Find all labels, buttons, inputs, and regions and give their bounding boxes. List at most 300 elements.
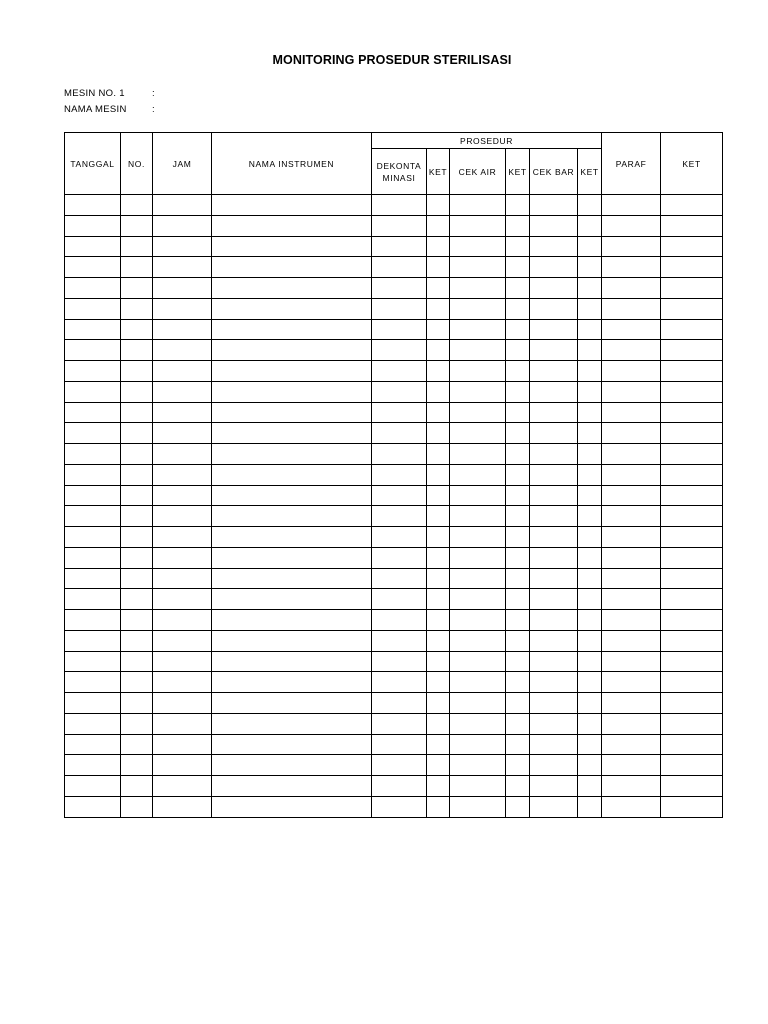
- cell-no: [121, 672, 153, 693]
- cell-ket-cek-bar: [578, 630, 602, 651]
- cell-dekontaminasi: [372, 319, 427, 340]
- machine-name-field: [64, 104, 155, 115]
- cell-tanggal: [65, 195, 121, 216]
- cell-cek-air: [450, 568, 506, 589]
- cell-ket-cek-bar: [578, 423, 602, 444]
- cell-jam: [153, 693, 212, 714]
- cell-dekontaminasi: [372, 236, 427, 257]
- cell-paraf: [602, 713, 661, 734]
- cell-cek-bar: [530, 734, 578, 755]
- header-tanggal: TANGGAL: [65, 133, 121, 195]
- cell-cek-air: [450, 630, 506, 651]
- cell-ket-dekontaminasi: [427, 423, 450, 444]
- cell-cek-bar: [530, 402, 578, 423]
- cell-ket-cek-bar: [578, 527, 602, 548]
- cell-tanggal: [65, 527, 121, 548]
- cell-dekontaminasi: [372, 195, 427, 216]
- cell-paraf: [602, 464, 661, 485]
- cell-cek-air: [450, 402, 506, 423]
- cell-cek-air: [450, 506, 506, 527]
- cell-nama-instrumen: [212, 651, 372, 672]
- header-ket: KET: [661, 133, 723, 195]
- cell-dekontaminasi: [372, 215, 427, 236]
- cell-nama-instrumen: [212, 734, 372, 755]
- cell-dekontaminasi: [372, 547, 427, 568]
- cell-cek-bar: [530, 527, 578, 548]
- header-paraf: PARAF: [602, 133, 661, 195]
- cell-dekontaminasi: [372, 381, 427, 402]
- cell-cek-air: [450, 381, 506, 402]
- cell-ket-cek-bar: [578, 693, 602, 714]
- cell-ket: [661, 713, 723, 734]
- cell-nama-instrumen: [212, 361, 372, 382]
- cell-ket-cek-air: [506, 298, 530, 319]
- cell-jam: [153, 298, 212, 319]
- cell-no: [121, 610, 153, 631]
- cell-cek-air: [450, 776, 506, 797]
- cell-dekontaminasi: [372, 298, 427, 319]
- cell-tanggal: [65, 402, 121, 423]
- cell-cek-air: [450, 236, 506, 257]
- cell-tanggal: [65, 361, 121, 382]
- table-row: [65, 547, 723, 568]
- cell-tanggal: [65, 215, 121, 236]
- cell-no: [121, 298, 153, 319]
- cell-tanggal: [65, 672, 121, 693]
- cell-cek-bar: [530, 610, 578, 631]
- table-row: [65, 589, 723, 610]
- cell-ket: [661, 796, 723, 817]
- cell-ket: [661, 423, 723, 444]
- cell-nama-instrumen: [212, 381, 372, 402]
- machine-number-label: MESIN NO. 1: [64, 88, 125, 99]
- cell-nama-instrumen: [212, 319, 372, 340]
- cell-ket-dekontaminasi: [427, 506, 450, 527]
- table-row: [65, 278, 723, 299]
- cell-ket-dekontaminasi: [427, 195, 450, 216]
- header-jam: JAM: [153, 133, 212, 195]
- cell-nama-instrumen: [212, 402, 372, 423]
- cell-jam: [153, 361, 212, 382]
- cell-dekontaminasi: [372, 693, 427, 714]
- cell-ket-cek-air: [506, 278, 530, 299]
- header-ket-cek-air: KET: [506, 149, 530, 195]
- cell-cek-air: [450, 361, 506, 382]
- cell-no: [121, 464, 153, 485]
- cell-cek-bar: [530, 236, 578, 257]
- cell-ket-cek-air: [506, 423, 530, 444]
- table-row: [65, 796, 723, 817]
- cell-tanggal: [65, 236, 121, 257]
- cell-ket-dekontaminasi: [427, 651, 450, 672]
- cell-jam: [153, 236, 212, 257]
- cell-ket-cek-air: [506, 776, 530, 797]
- cell-no: [121, 215, 153, 236]
- cell-nama-instrumen: [212, 340, 372, 361]
- cell-jam: [153, 547, 212, 568]
- cell-ket: [661, 236, 723, 257]
- cell-cek-air: [450, 464, 506, 485]
- table-header: [65, 133, 723, 195]
- cell-dekontaminasi: [372, 713, 427, 734]
- cell-dekontaminasi: [372, 464, 427, 485]
- header-no: NO.: [121, 133, 153, 195]
- cell-cek-air: [450, 423, 506, 444]
- cell-nama-instrumen: [212, 464, 372, 485]
- cell-ket: [661, 630, 723, 651]
- cell-tanggal: [65, 485, 121, 506]
- cell-ket-cek-air: [506, 361, 530, 382]
- table-row: [65, 236, 723, 257]
- table-row: [65, 734, 723, 755]
- cell-ket-cek-bar: [578, 713, 602, 734]
- cell-ket-dekontaminasi: [427, 464, 450, 485]
- cell-ket-cek-air: [506, 195, 530, 216]
- cell-cek-bar: [530, 423, 578, 444]
- cell-dekontaminasi: [372, 257, 427, 278]
- cell-no: [121, 776, 153, 797]
- cell-no: [121, 734, 153, 755]
- cell-ket: [661, 278, 723, 299]
- cell-ket-dekontaminasi: [427, 278, 450, 299]
- page-title: MONITORING PROSEDUR STERILISASI: [272, 53, 512, 67]
- cell-ket-dekontaminasi: [427, 485, 450, 506]
- cell-cek-bar: [530, 568, 578, 589]
- table-body: [65, 195, 723, 818]
- cell-paraf: [602, 298, 661, 319]
- cell-cek-bar: [530, 464, 578, 485]
- cell-paraf: [602, 630, 661, 651]
- cell-dekontaminasi: [372, 734, 427, 755]
- cell-nama-instrumen: [212, 527, 372, 548]
- cell-nama-instrumen: [212, 755, 372, 776]
- header-cek-air: CEK AIR: [450, 149, 506, 195]
- cell-dekontaminasi: [372, 340, 427, 361]
- cell-ket-dekontaminasi: [427, 236, 450, 257]
- cell-paraf: [602, 506, 661, 527]
- cell-cek-bar: [530, 485, 578, 506]
- cell-tanggal: [65, 610, 121, 631]
- cell-cek-air: [450, 796, 506, 817]
- cell-no: [121, 319, 153, 340]
- cell-tanggal: [65, 340, 121, 361]
- cell-ket-dekontaminasi: [427, 568, 450, 589]
- cell-cek-air: [450, 547, 506, 568]
- table-row: [65, 319, 723, 340]
- cell-ket: [661, 361, 723, 382]
- cell-dekontaminasi: [372, 796, 427, 817]
- table-row: [65, 257, 723, 278]
- cell-tanggal: [65, 589, 121, 610]
- cell-ket-cek-air: [506, 527, 530, 548]
- cell-jam: [153, 776, 212, 797]
- cell-ket-cek-bar: [578, 506, 602, 527]
- cell-ket-cek-bar: [578, 610, 602, 631]
- table-row: [65, 195, 723, 216]
- cell-ket: [661, 672, 723, 693]
- cell-ket: [661, 755, 723, 776]
- cell-ket-cek-air: [506, 215, 530, 236]
- cell-ket-cek-air: [506, 444, 530, 465]
- cell-tanggal: [65, 423, 121, 444]
- cell-cek-bar: [530, 547, 578, 568]
- header-dekontaminasi: [372, 149, 427, 195]
- cell-ket-cek-air: [506, 547, 530, 568]
- cell-cek-bar: [530, 340, 578, 361]
- cell-tanggal: [65, 755, 121, 776]
- cell-ket: [661, 693, 723, 714]
- cell-ket-dekontaminasi: [427, 298, 450, 319]
- cell-ket-cek-bar: [578, 278, 602, 299]
- cell-jam: [153, 568, 212, 589]
- cell-ket-cek-bar: [578, 195, 602, 216]
- cell-dekontaminasi: [372, 506, 427, 527]
- cell-cek-bar: [530, 589, 578, 610]
- cell-cek-bar: [530, 672, 578, 693]
- cell-jam: [153, 506, 212, 527]
- cell-cek-bar: [530, 713, 578, 734]
- cell-nama-instrumen: [212, 236, 372, 257]
- cell-ket-cek-bar: [578, 215, 602, 236]
- cell-nama-instrumen: [212, 423, 372, 444]
- cell-tanggal: [65, 298, 121, 319]
- cell-tanggal: [65, 651, 121, 672]
- cell-no: [121, 257, 153, 278]
- table-row: [65, 776, 723, 797]
- cell-ket-cek-bar: [578, 776, 602, 797]
- cell-tanggal: [65, 713, 121, 734]
- cell-tanggal: [65, 630, 121, 651]
- cell-ket: [661, 402, 723, 423]
- cell-paraf: [602, 693, 661, 714]
- cell-paraf: [602, 423, 661, 444]
- cell-cek-bar: [530, 195, 578, 216]
- cell-ket-dekontaminasi: [427, 340, 450, 361]
- cell-ket-cek-air: [506, 402, 530, 423]
- cell-paraf: [602, 568, 661, 589]
- cell-dekontaminasi: [372, 361, 427, 382]
- cell-ket-cek-air: [506, 693, 530, 714]
- cell-ket-cek-air: [506, 568, 530, 589]
- cell-jam: [153, 423, 212, 444]
- cell-ket-cek-bar: [578, 340, 602, 361]
- cell-cek-air: [450, 755, 506, 776]
- cell-ket: [661, 568, 723, 589]
- cell-cek-air: [450, 734, 506, 755]
- cell-paraf: [602, 651, 661, 672]
- cell-jam: [153, 713, 212, 734]
- table-row: [65, 651, 723, 672]
- cell-cek-air: [450, 444, 506, 465]
- cell-cek-bar: [530, 257, 578, 278]
- cell-tanggal: [65, 257, 121, 278]
- table-row: [65, 630, 723, 651]
- cell-dekontaminasi: [372, 568, 427, 589]
- cell-paraf: [602, 485, 661, 506]
- cell-no: [121, 381, 153, 402]
- cell-ket-cek-air: [506, 485, 530, 506]
- cell-nama-instrumen: [212, 485, 372, 506]
- cell-ket: [661, 381, 723, 402]
- cell-paraf: [602, 444, 661, 465]
- cell-ket-cek-air: [506, 630, 530, 651]
- cell-nama-instrumen: [212, 298, 372, 319]
- cell-ket-dekontaminasi: [427, 630, 450, 651]
- cell-nama-instrumen: [212, 195, 372, 216]
- cell-dekontaminasi: [372, 278, 427, 299]
- cell-paraf: [602, 734, 661, 755]
- cell-nama-instrumen: [212, 693, 372, 714]
- table-row: [65, 713, 723, 734]
- cell-jam: [153, 610, 212, 631]
- cell-dekontaminasi: [372, 630, 427, 651]
- machine-number-field: [64, 88, 155, 99]
- cell-jam: [153, 195, 212, 216]
- cell-ket: [661, 340, 723, 361]
- cell-no: [121, 402, 153, 423]
- cell-ket-cek-bar: [578, 755, 602, 776]
- cell-tanggal: [65, 568, 121, 589]
- cell-dekontaminasi: [372, 672, 427, 693]
- table-row: [65, 693, 723, 714]
- machine-name-separator: :: [152, 104, 155, 115]
- cell-cek-bar: [530, 278, 578, 299]
- cell-nama-instrumen: [212, 506, 372, 527]
- cell-ket-cek-air: [506, 319, 530, 340]
- cell-no: [121, 527, 153, 548]
- cell-nama-instrumen: [212, 672, 372, 693]
- cell-tanggal: [65, 776, 121, 797]
- cell-ket-cek-bar: [578, 568, 602, 589]
- cell-ket: [661, 444, 723, 465]
- cell-cek-bar: [530, 755, 578, 776]
- cell-tanggal: [65, 444, 121, 465]
- cell-dekontaminasi: [372, 651, 427, 672]
- cell-jam: [153, 340, 212, 361]
- table-row: [65, 423, 723, 444]
- header-cek-bar: CEK BAR: [530, 149, 578, 195]
- cell-paraf: [602, 755, 661, 776]
- cell-cek-air: [450, 485, 506, 506]
- cell-cek-bar: [530, 776, 578, 797]
- cell-dekontaminasi: [372, 527, 427, 548]
- cell-no: [121, 713, 153, 734]
- cell-ket-cek-air: [506, 755, 530, 776]
- cell-ket-cek-bar: [578, 298, 602, 319]
- cell-paraf: [602, 361, 661, 382]
- cell-cek-air: [450, 651, 506, 672]
- cell-jam: [153, 464, 212, 485]
- cell-cek-air: [450, 257, 506, 278]
- cell-ket: [661, 589, 723, 610]
- cell-ket: [661, 547, 723, 568]
- cell-jam: [153, 444, 212, 465]
- cell-dekontaminasi: [372, 402, 427, 423]
- table-row: [65, 755, 723, 776]
- cell-dekontaminasi: [372, 423, 427, 444]
- cell-nama-instrumen: [212, 215, 372, 236]
- table-row: [65, 402, 723, 423]
- cell-ket-dekontaminasi: [427, 672, 450, 693]
- cell-ket-dekontaminasi: [427, 319, 450, 340]
- cell-ket-dekontaminasi: [427, 402, 450, 423]
- cell-ket-cek-bar: [578, 734, 602, 755]
- cell-dekontaminasi: [372, 755, 427, 776]
- cell-nama-instrumen: [212, 278, 372, 299]
- cell-paraf: [602, 796, 661, 817]
- cell-ket: [661, 298, 723, 319]
- cell-ket-cek-air: [506, 796, 530, 817]
- cell-cek-bar: [530, 361, 578, 382]
- cell-ket-dekontaminasi: [427, 713, 450, 734]
- cell-paraf: [602, 215, 661, 236]
- cell-ket: [661, 610, 723, 631]
- cell-no: [121, 361, 153, 382]
- cell-ket-dekontaminasi: [427, 257, 450, 278]
- cell-ket-cek-air: [506, 257, 530, 278]
- cell-ket: [661, 464, 723, 485]
- cell-ket: [661, 527, 723, 548]
- cell-jam: [153, 651, 212, 672]
- cell-ket-cek-air: [506, 236, 530, 257]
- cell-ket-dekontaminasi: [427, 361, 450, 382]
- cell-tanggal: [65, 693, 121, 714]
- cell-ket: [661, 734, 723, 755]
- cell-cek-air: [450, 610, 506, 631]
- header-prosedur: PROSEDUR: [372, 133, 602, 149]
- cell-jam: [153, 734, 212, 755]
- cell-dekontaminasi: [372, 589, 427, 610]
- cell-cek-air: [450, 298, 506, 319]
- cell-no: [121, 236, 153, 257]
- cell-nama-instrumen: [212, 444, 372, 465]
- cell-no: [121, 278, 153, 299]
- cell-cek-bar: [530, 693, 578, 714]
- cell-paraf: [602, 195, 661, 216]
- cell-jam: [153, 527, 212, 548]
- cell-cek-bar: [530, 796, 578, 817]
- header-dekontaminasi-line1: DEKONTA: [376, 160, 422, 171]
- table-row: [65, 444, 723, 465]
- table-row: [65, 361, 723, 382]
- table-row: [65, 672, 723, 693]
- cell-ket-cek-air: [506, 610, 530, 631]
- cell-dekontaminasi: [372, 444, 427, 465]
- table-row: [65, 464, 723, 485]
- table-row: [65, 340, 723, 361]
- cell-ket-cek-bar: [578, 464, 602, 485]
- cell-no: [121, 630, 153, 651]
- cell-ket-cek-bar: [578, 444, 602, 465]
- cell-nama-instrumen: [212, 713, 372, 734]
- cell-cek-air: [450, 195, 506, 216]
- cell-cek-bar: [530, 298, 578, 319]
- cell-ket-dekontaminasi: [427, 444, 450, 465]
- cell-ket: [661, 506, 723, 527]
- cell-nama-instrumen: [212, 257, 372, 278]
- cell-jam: [153, 257, 212, 278]
- cell-ket: [661, 776, 723, 797]
- cell-ket-dekontaminasi: [427, 381, 450, 402]
- cell-jam: [153, 278, 212, 299]
- table-row: [65, 527, 723, 548]
- cell-ket-cek-bar: [578, 796, 602, 817]
- cell-ket-cek-bar: [578, 589, 602, 610]
- table-row: [65, 610, 723, 631]
- cell-cek-air: [450, 319, 506, 340]
- cell-ket-cek-air: [506, 589, 530, 610]
- header-dekontaminasi-line2: MINASI: [382, 172, 416, 183]
